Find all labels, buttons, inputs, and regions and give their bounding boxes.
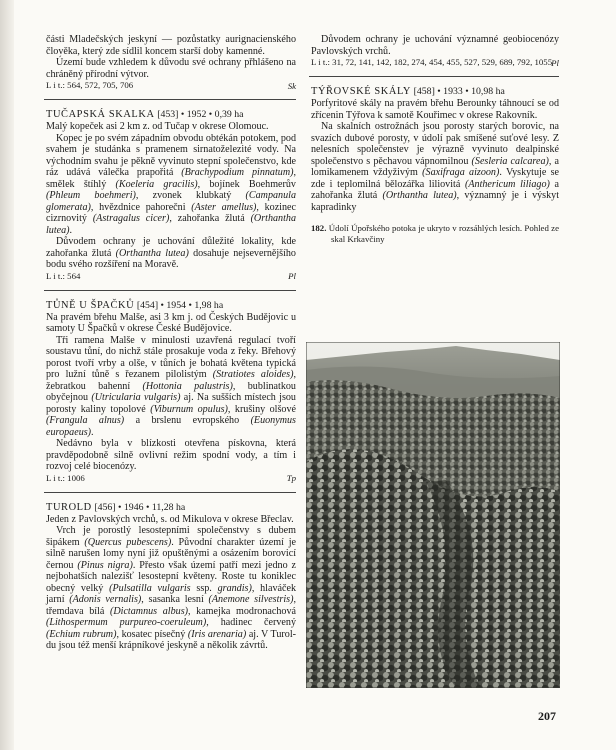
entry-heading-tucapska-skalka [46, 109, 296, 121]
entry-meta: [458] • 1933 • 10,98 ha [413, 86, 505, 97]
literature-reference: L i t.: 564 [46, 270, 81, 281]
entry-heading-tyrovske-skaly [311, 86, 559, 98]
figure-caption [311, 223, 559, 244]
entry-heading-turold [46, 502, 296, 514]
entry-name: TUČAPSKÁ SKALKA [46, 109, 155, 120]
entry-paragraph: Tři ramena Malše v minulosti uzavřená regulací tvoří soustavu tůní, do nichž stále prosakuje voda z řeky. Břehový porost tvoří vrby a olše, v tůních je bohatá květena typická pro lužní tůně s řezanem pilolistým (Stratiotes aloides), žebratkou bahenní (Hottonia palustris), bublinatkou obyčejnou (Utricularia vulgaris) aj. Na sušších místech jsou porosty kaliny topolové (Viburnum opulus), krušiny olšové (Frangula alnus) a brslenu evropského (Euonymus europaeus). [46, 334, 296, 438]
book-spine-shadow [0, 0, 14, 750]
continued-paragraph: části Mladečských jeskyní — pozůstatky aurignacienského člověka, který zde sídlil koncem starší doby kamenné. [46, 34, 296, 57]
right-column [311, 34, 559, 244]
entry-meta: [453] • 1952 • 0,39 ha [157, 109, 244, 120]
section-divider [44, 492, 296, 493]
figure-number: 182. [311, 223, 327, 233]
page-number: 207 [538, 709, 556, 723]
entry-lead: Malý kopeček asi 2 km z. od Tučap v okrese Olomouc. [46, 121, 269, 132]
entry-heading-tune-u-spacku [46, 300, 296, 312]
section-divider [309, 76, 559, 77]
continued-paragraph: Důvodem ochrany je uchování významné geobiocenózy Pavlovských vrchů. [311, 34, 559, 57]
literature-reference: L i t.: 1006 [46, 472, 85, 483]
entry-paragraph: Na skalních ostrožnách jsou porosty starých borovic, na svazích dubové porosty, v údolí pak smíšené suťové lesy. Z nelesních společenstev je výrazně vyvinuto dealpinské společenstvo s pěchavou vápnomilnou (Sesleria calcarea), a lomikamenem vždyživým (Saxifraga aizoon). Vyskytuje se zde i teplomilná bělozářka liliovitá (Anthericum liliago) a zahořanka žlutá (Orthantha lutea), významný je i výskyt kapradinky [311, 121, 560, 213]
entry-name: TUROLD [46, 501, 92, 513]
entry-lead: Na pravém břehu Malše, asi 3 km j. od Českých Budějovic u samoty U Špačků v okrese České Budějovice. [46, 311, 296, 334]
section-divider [44, 99, 296, 100]
continued-paragraph-2: Území bude vzhledem k důvodu své ochrany přhlášeno na chráněný přírodní výtvor. [46, 57, 296, 80]
author-initials: Sk [287, 80, 296, 91]
entry-paragraph: Kopec je po svém západním obvodu obtékán potokem, pod svahem je studánka s pramenem sirnatoželezité vody. Na východním svahu je pěkně vyvinuto stepní společenstvo, kde ráz udává válečka prapořitá (Brachypodium pinnatum), smělek štíhlý (Koeleria gracilis), bojínek Boehmerův (Phleum boehmeri), zvonek klubkatý (Campanula glomerata), hvězdnice pahorečni (Aster amellus), kozinec cizrnovitý (Astragalus cicer), zahořanka žlutá (Orthantha lutea). [46, 132, 296, 236]
entry-name: TÝŘOVSKÉ SKÁLY [311, 86, 412, 97]
figure-caption-text: Údolí Úpořského potoka je ukryto v rozsáhlých lesích. Pohled ze skal Krkavčiny [328, 223, 559, 244]
literature-reference: L i t.: 564, 572, 705, 706 [46, 80, 134, 90]
entry-name: TŮNĚ U ŠPAČKŮ [46, 299, 135, 311]
entry-paragraph: Vrch je porostlý lesostepními společenstvy s dubem šipákem (Quercus pubescens). Původní charakter území je silně narušen lomy nyní již opuštěnými a osázením borovicí černou (Pinus nigra). Přesto však území patří mezi jedno z nejbohatších nalezišť lesostepní květeny. Roste tu koniklec obecný velký (Pulsatilla vulgaris ssp. grandis), hlaváček jarní (Adonis vernalis), sasanka lesní (Anemone silvestris), třemdava bílá (Dictamnus albus), kamejka modronachová (Lithospermum purpureo-coeruleum), hadinec červený (Echium rubrum), kosatec písečný (Iris arenaria) aj. V Turoldu jsou též menší krápníkové jeskyně a několik závrtů. [46, 525, 297, 651]
entry-lead: Porfyritové skály na pravém břehu Berounky táhnoucí se od zřícenin Týřova k samotě Kouřimec v okrese Rakovník. [311, 98, 559, 121]
author-initials: Pl [551, 57, 559, 68]
author-initials: Pl [288, 271, 296, 281]
entry-meta: [454] • 1954 • 1,98 ha [136, 299, 224, 311]
forest-valley-photo [306, 342, 560, 688]
entry-meta: [456] • 1946 • 11,28 ha [94, 501, 186, 513]
literature-reference: L i t.: 31, 72, 141, 142, 182, 274, 454, 455, 527, 529, 689, 792, 1055 [311, 57, 553, 67]
left-column [46, 34, 296, 652]
author-initials: Tp [286, 473, 296, 483]
entry-paragraph-2: Důvodem ochrany je uchování důležité lokality, kde zahořanka žlutá (Orthantha lutea) dosahuje nejsevernějšího bodu svého rozšíření na Moravě. [46, 236, 296, 270]
forest-valley-photo-art [306, 342, 560, 688]
entry-paragraph-2: Nedávno byla v blízkosti otevřena pískovna, která pravděpodobně silně ovlivní režim spodní vody, a tím i rozvoj celé biocenózy. [46, 438, 296, 472]
section-divider [44, 290, 296, 291]
entry-lead: Jeden z Pavlovských vrchů, s. od Mikulova v okrese Břeclav. [46, 513, 294, 525]
